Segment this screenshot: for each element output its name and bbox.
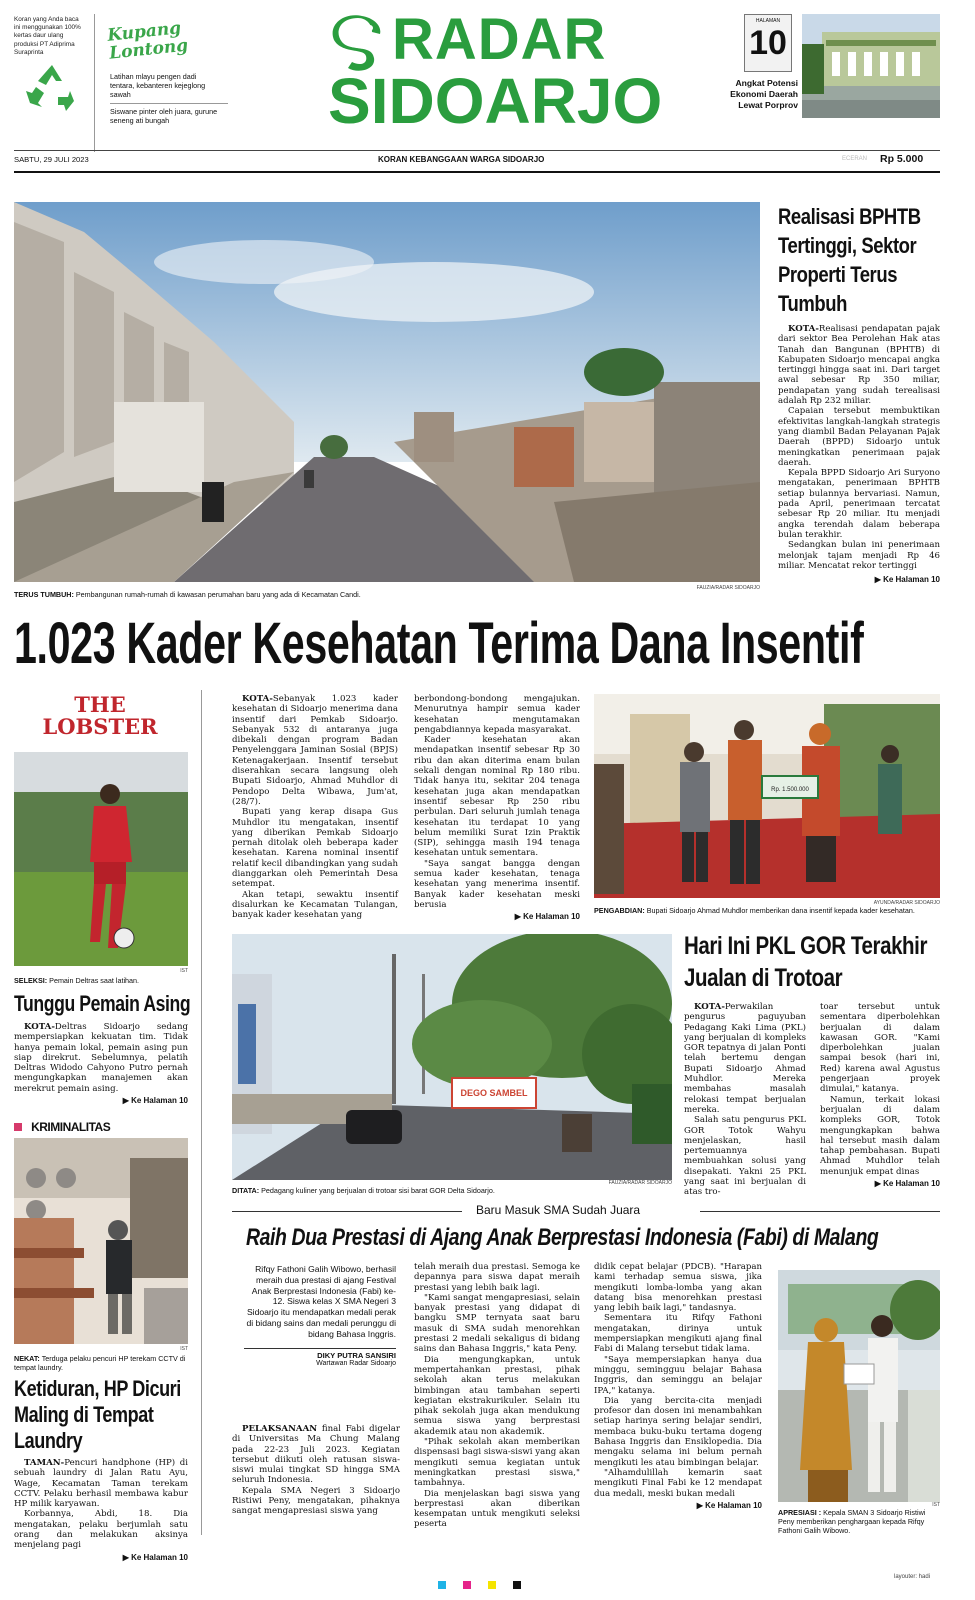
lobster-title-2: LOBSTER — [42, 714, 158, 739]
black-mark — [513, 1581, 521, 1589]
main-p4: berbondong-bondong mengajukan. Menurutnya hampir semua kader kesehatan mengutamakan pengabdiannya kepada masyarakat. — [414, 694, 580, 735]
kriminal-body — [14, 1458, 188, 1551]
layouter-credit: layouter: hadi — [894, 1574, 931, 1580]
fabi-c2c: Dia mengungkapkan, untuk mempertahankan prestasi, pihak sekolah akan terus melakukan bimbingan atau tambahan seperti kegiatan ekstrakurikuler. Selain itu pihak sekolah juga akan mendukung semua siswa yang berprestasi akademik atau non akademik. — [414, 1354, 580, 1437]
pkl-p1-text: Perwakilan pengurus paguyuban Pedagang Kaki Lima (PKL) yang berjualan di kompleks GOR tepatnya di jalan Ponti telah bertemu dengan Bupati Sidoarjo Ahmad Muhdlor. Mereka membahas masalah relokasi tempat berjualan mereka. — [684, 1002, 806, 1115]
fabi-c2b: "Kami sangat mengapresiasi, selain banyak prestasi yang didapat di bangku SMP ternyata saat baru masuk di SMA sudah menorehkan prestasi 2 medali sekaligus di bidang sains dan Bahasa Inggris," kata Peny. — [414, 1292, 580, 1355]
fabi-jump-link[interactable]: ▶ Ke Halaman 10 — [696, 1500, 762, 1510]
bphtb-p1 — [778, 324, 940, 406]
fabi-c1a-text: final Fabi digelar di Universitas Ma Chung Malang pada 22-23 Juli 2023. Kegiatan tersebut diikuti oleh ratusan siswa-siswi mulai tingkat SD hingga SMA seluruh Indonesia. — [232, 1424, 400, 1486]
fabi-kw: PELAKSANAAN — [242, 1424, 318, 1434]
fabi-col-1 — [232, 1424, 400, 1517]
fabi-lead: Rifqy Fathoni Galih Wibowo, berhasil meraih dua prestasi di ajang Festival Anak Berprestasi Indonesia (Fabi) ke-12. Siswa kelas X SMA Negeri 3 Sidoarjo itu mendapatkan medali perak di bidang sains dan medali perunggu di bidang Bahasa Inggris. — [246, 1264, 396, 1339]
promo-text[interactable]: Angkat Potensi Ekonomi Daerah Lewat Porprov — [730, 78, 798, 110]
main-headline-wrap — [14, 612, 944, 682]
cctv-laundry-image — [14, 1138, 188, 1344]
fabi-jump-text: Ke Halaman 10 — [705, 1500, 762, 1510]
main-jump-text: Ke Halaman 10 — [523, 912, 580, 922]
pkl-credit: FAUZIA/RADAR SIDOARJO — [608, 1180, 672, 1186]
pkl-p1 — [684, 1002, 806, 1115]
left-column-divider — [201, 690, 202, 1535]
cctv-photo[interactable] — [14, 1138, 188, 1344]
main-p3: Akan tetapi, sewaktu insentif disalurkan ke Kecamatan Tulangan, banyak kader kesehatan yang — [232, 889, 398, 921]
apresiasi-award-image — [778, 1270, 940, 1502]
kriminal-jump-text: Ke Halaman 10 — [131, 1552, 188, 1562]
fabi-c2a: telah meraih dua prestasi. Semoga ke depannya para siswa dapat meraih prestasi yang lebih baik lagi. — [414, 1262, 580, 1293]
pkl-street-image — [232, 934, 672, 1180]
kriminal-section-label — [14, 1116, 110, 1135]
yellow-mark — [488, 1581, 496, 1589]
halaman-box[interactable] — [744, 14, 792, 72]
cctv-credit: IST — [180, 1346, 188, 1352]
lobster-headline[interactable]: Tunggu Pemain Asing — [14, 991, 191, 1016]
bphtb-jump-text: Ke Halaman 10 — [883, 575, 940, 585]
lobster-body — [14, 1022, 188, 1094]
bphtb-jump-link[interactable]: ▶ Ke Halaman 10 — [874, 575, 940, 585]
fabi-c3e: "Alhamdulillah kemarin saat mengikuti Final Fabi ke 12 mendapat dua medali, meski bukan medali — [594, 1467, 762, 1499]
caption-keyword: TERUS TUMBUH: — [14, 590, 74, 599]
pkl-p4: Namun, terkait lokasi berjualan di dalam kompleks GOR, Totok mengungkapkan bahwa hal tersebut masih dalam tahap pembahasan. Bupati Ahmad Muhdlor telah menunjuk empat dinas — [820, 1094, 940, 1177]
fabi-c3d: Dia yang bercita-cita menjadi profesor dan dosen ini menambahkan setiap harinya sering belajar sendiri, membaca buku-buku tertama dogeng Bahasa Inggris dan Ensiklopedia. Dia mengaku selama ini belum pernah mengikuti les atau bimbingan belajar. — [594, 1395, 762, 1468]
insentif-caption-text: Bupati Sidoarjo Ahmad Muhdlor memberikan dana insentif kepada kader kesehatan. — [644, 906, 915, 915]
football-player-image — [14, 752, 188, 966]
insentif-caption — [594, 906, 940, 915]
lobster-jump-link[interactable]: ▶ Ke Halaman 10 — [122, 1096, 188, 1106]
kupang-lontong-text: Kupang Lontong — [106, 18, 190, 64]
kriminal-headline[interactable]: Ketiduran, HP Dicuri Maling di Tempat Laundry — [14, 1376, 181, 1453]
lobster-p1 — [14, 1022, 188, 1094]
eceran-label: ECERAN — [842, 156, 868, 162]
tagline: KORAN KEBANGGAAN WARGA SIDOARJO — [378, 155, 545, 164]
main-p1-text: Sebanyak 1.023 kader kesehatan di Sidoarjo menerima dana insentif dari Pemkab Sidoarjo. Sebanyak 532 di antaranya juga dibekali dengan program Badan Penyelenggara Jaminan Sosial (BPJS) Ketenagakerjaan. Insentif tersebut diserahkan secara langsung oleh Bupati Sidoarjo, Ahmad Muhdlor di Pendopo Delta Wibawa, Jum'at, (28/7). — [232, 694, 398, 807]
kriminal-p2: Korbannya, Abdi, 18. Dia mengatakan, pelaku berjumlah satu orang dan melakukan aksinya menjelang pagi — [14, 1509, 188, 1551]
lobster-jump-text: Ke Halaman 10 — [131, 1096, 188, 1106]
pkl-headline-wrap — [684, 930, 940, 994]
kriminal-p1 — [14, 1458, 188, 1509]
caption-text: Pembangunan rumah-rumah di kawasan perumahan baru yang ada di Kecamatan Candi. — [73, 590, 361, 599]
pkl-p2: Salah satu pengurus PKL GOR Totok Wahyu menjelaskan, hasil pertemuannya membuahkan solusi yang disepakati. Yakni 25 PKL yang saat ini berjualan di atas tro- — [684, 1115, 806, 1198]
main-col-1 — [232, 694, 398, 921]
date-line: SABTU, 29 JULI 2023 — [14, 155, 89, 164]
logo-sidoarjo: SIDOARJO — [328, 65, 663, 137]
bphtb-article — [778, 202, 940, 584]
apresiasi-caption — [778, 1508, 940, 1535]
insentif-caption-kw: PENGABDIAN: — [594, 906, 645, 915]
housing-photo-credit: FAUZIA/RADAR SIDOARJO — [696, 585, 760, 591]
pkl-photo[interactable] — [232, 934, 672, 1180]
cheque-text: Rp. 1.500.000 — [771, 787, 809, 793]
pkl-col-2 — [820, 1002, 940, 1189]
recycle-icon — [24, 63, 80, 113]
pkl-col-1 — [684, 1002, 806, 1198]
lobster-caption-kw: SELEKSI: — [14, 976, 48, 985]
lobster-p1-text: Deltras Sidoarjo sedang mempersiapkan kekuatan tim. Tidak hanya pemain lokal, pemain asing pun siap direkrut. Sebelumnya, pelatih Deltras Widodo Cahyono Putro pernah mengungkapkan manajemen akan merekrut pemain asing. — [14, 1022, 188, 1094]
housing-construction-image — [14, 202, 760, 582]
kriminal-jump-link[interactable]: ▶ Ke Halaman 10 — [122, 1552, 188, 1562]
pkl-headline[interactable]: Hari Ini PKL GOR Terakhir Jualan di Trotoar — [684, 932, 928, 992]
fabi-c3b: Sementara itu Rifqy Fathoni mengatakan, dirinya untuk mempersiapkan mengikuti ajang final Fabi di Malang tersebut tidak lama. — [594, 1313, 762, 1355]
fabi-lead-block — [244, 1264, 396, 1367]
apresiasi-caption-kw: APRESIASI : — [778, 1508, 822, 1517]
fabi-c1a — [232, 1424, 400, 1486]
teaser-1[interactable]: Latihan mlayu pengen dadi tentara, kebanteren kejeglong sawah — [110, 72, 206, 99]
fabi-byline-role: Wartawan Radar Sidoarjo — [316, 1359, 396, 1367]
halaman-label: HALAMAN — [755, 18, 781, 24]
pkl-jump-text: Ke Halaman 10 — [883, 1179, 940, 1189]
print-registration-marks — [438, 1574, 521, 1593]
insentif-ceremony-image — [594, 694, 940, 898]
lobster-credit: IST — [180, 968, 188, 974]
football-photo[interactable] — [14, 752, 188, 966]
kriminal-article — [14, 1376, 188, 1562]
promo-photo[interactable] — [802, 14, 940, 118]
fabi-c2d: "Pihak sekolah akan memberikan dispensasi bagi siswa-siswi yang akan mengikuti semua kegiatan untuk meningkatkan prestasi siswa," tambahnya. — [414, 1437, 580, 1489]
recycle-note — [14, 16, 86, 113]
insentif-credit: AYUNDA/RADAR SIDOARJO — [873, 900, 940, 906]
pkl-jump-link[interactable]: ▶ Ke Halaman 10 — [874, 1179, 940, 1189]
masthead-divider-left — [94, 14, 95, 152]
cyan-mark — [438, 1581, 446, 1589]
teaser-2[interactable]: Siswane pinter oleh juara, gurune seneng ati bungah — [110, 107, 218, 125]
cctv-caption-kw: NEKAT: — [14, 1354, 40, 1363]
main-headline[interactable]: 1.023 Kader Kesehatan Terima Dana Insentif — [14, 612, 864, 676]
bphtb-p3: Kepala BPPD Sidoarjo Ari Suryono mengatakan, penerimaan BPHTB setiap bulannya bervariasi. Namun, pada April, penerimaan tercatat sebesar Rp 20 miliar. Itu menjadi angka terendah dalam beberapa bulan terakhir. — [778, 468, 940, 540]
fabi-col-3 — [594, 1262, 762, 1511]
insentif-photo[interactable] — [594, 694, 940, 898]
lobster-logo — [14, 694, 186, 738]
fabi-kicker: Baru Masuk SMA Sudah Juara — [476, 1203, 641, 1217]
recycle-note-text: Koran yang Anda baca ini menggunakan 100% kertas daur ulang produksi PT Adiprima Suraprinta — [14, 16, 81, 56]
pkl-caption-kw: DITATA: — [232, 1186, 260, 1195]
apresiasi-credit: IST — [932, 1502, 940, 1508]
kriminal-kw: TAMAN- — [24, 1458, 65, 1468]
bphtb-p1-text: Realisasi pendapatan pajak dari sektor Bea Perolehan Hak atas Tanah dan Bangunan (BPHTB) di Kabupaten Sidoarjo mencapai angka tertinggi hingga saat ini. Dari target awal sebesar Rp 350 miliar, pendapatan yang sudah terealisasi adalah Rp 232 miliar. — [778, 324, 940, 407]
fabi-headline-wrap — [232, 1222, 940, 1254]
fabi-c3c: "Saya mempersiapkan hanya dua minggu, semingguu belajar Bahasa Inggris, dan seminggu an belajar IPA," katanya. — [594, 1354, 762, 1396]
cctv-caption — [14, 1354, 188, 1372]
main-p5: Kader kesehatan akan mendapatkan insentif sebesar Rp 30 ribu dan akan diterima enam bulan sekali dengan nominal Rp 180 ribu. Tidak hanya itu, sekitar 204 tenaga kesehatan juga akan mendapatkan insentif sebesar Rp 250 ribu perbulan. Dari seluruh jumlah tenaga kesehatan itu terdapat 10 yang belum memiliki Surat Izin Praktik (SIP), sehingga masih 194 tenaga kesehatan untuk sementara. — [414, 735, 580, 859]
lobster-title-1: THE — [74, 692, 126, 717]
fabi-col-2 — [414, 1262, 580, 1530]
main-col-2 — [414, 694, 580, 923]
main-p1 — [232, 694, 398, 807]
bphtb-headline[interactable]: Realisasi BPHTB Tertinggi, Sektor Properti Terus Tumbuh — [778, 204, 921, 316]
fabi-c3a: didik cepat belajar (PDCB). "Harapan kami terhadap semua siswa, jika mengikuti lomba-lomba yang akan datang bisa menorehkan prestasi yang lebih baik lagi," tandasnya. — [594, 1262, 762, 1314]
fabi-byline-rule — [244, 1348, 396, 1349]
lobster-caption-text: Pemain Deltras saat latihan. — [47, 976, 140, 985]
magenta-mark — [463, 1581, 471, 1589]
cctv-caption-text: Terduga pelaku pencuri HP terekam CCTV di tempat laundry. — [14, 1354, 186, 1372]
pkl-p3: toar tersebut untuk sementara diperbolehkan berjualan di dalam kawasan GOR. "Kami diperbolehkan jualan sampai besok (hari ini, Red) karena awal Agustus pengerjaan proyek dimulai," katanya. — [820, 1002, 940, 1095]
kriminal-p1-text: Pencuri handphone (HP) di sebuah laundry di Jalan Ratu Ayu, Wage, Kecamatan Taman terekam CCTV. Pelaku berhasil membawa kabur HP milik karyawan. — [14, 1458, 188, 1510]
pkl-kw: KOTA- — [694, 1002, 725, 1012]
main-p6: "Saya sangat bangga dengan semua kader kesehatan, tenaga kesehatan yang menerima insentif. Banyak kader kesehatan meski berusia — [414, 858, 580, 910]
fabi-c2e: Dia menjelaskan bagi siswa yang berprestasi akan diberikan kesempatan untuk mengikuti seleksi peserta — [414, 1488, 580, 1530]
stadium-photo — [802, 14, 940, 118]
apresiasi-photo[interactable] — [778, 1270, 940, 1502]
price: Rp 5.000 — [880, 153, 924, 165]
pkl-caption — [232, 1186, 672, 1195]
lobster-caption — [14, 976, 186, 985]
bphtb-body — [778, 324, 940, 571]
bphtb-p4: Sedangkan bulan ini penerimaan melonjak tajam menjadi Rp 46 miliar. Mencatat rekor tertinggi — [778, 540, 940, 571]
fabi-kicker-rule-right — [700, 1211, 940, 1212]
section-marker-icon — [14, 1123, 22, 1131]
pkl-banner-text: DEGO SAMBEL — [460, 1088, 528, 1098]
lobster-article — [14, 990, 191, 1106]
pkl-caption-text: Pedagang kuliner yang berjualan di trotoar sisi barat GOR Delta Sidoarjo. — [259, 1186, 495, 1195]
housing-photo-caption — [14, 590, 634, 599]
logo-radar: RADAR — [392, 7, 607, 72]
fabi-c1b: Kepala SMA Negeri 3 Sidoarjo Ristiwi Peny, mengatakan, pihaknya sangat mengapresiasi siswa yang — [232, 1485, 400, 1517]
halaman-number: 10 — [749, 24, 787, 62]
fabi-kicker-rule-left — [232, 1211, 462, 1212]
masthead-top-rule — [14, 150, 940, 151]
teaser-divider — [110, 103, 228, 104]
main-p2: Bupati yang kerap disapa Gus Muhdlor itu mengatakan, insentif yang diberikan Pemkab Sidoarjo pernah ditolak oleh beberapa kader kesehatan. Karena nominal insentif relatif kecil dibandingkan yang sudah dianggarkan oleh Pemerintah Desa setempat. — [232, 807, 398, 890]
bphtb-p2: Capaian tersebut membuktikan efektivitas langkah-langkah strategis yang diambil Badan Pelayanan Pajak Daerah (BPPD) Sidoarjo untuk meningkatkan penerimaan pajak daerah. — [778, 406, 940, 468]
bphtb-kw: KOTA- — [788, 324, 819, 334]
kupang-lontong-logo — [106, 18, 238, 64]
main-jump-link[interactable]: ▶ Ke Halaman 10 — [514, 912, 580, 922]
fabi-byline: DIKY PUTRA SANSIRI — [317, 1350, 396, 1360]
housing-photo[interactable] — [14, 202, 760, 582]
kriminal-section-text: KRIMINALITAS — [31, 1120, 111, 1134]
radar-sidoarjo-logo[interactable] — [326, 7, 663, 142]
fabi-headline[interactable]: Raih Dua Prestasi di Ajang Anak Berprestasi Indonesia (Fabi) di Malang — [246, 1224, 879, 1251]
main-kw: KOTA- — [242, 694, 273, 704]
lobster-kw: KOTA- — [24, 1022, 55, 1032]
masthead-bottom-rule — [14, 171, 940, 173]
apresiasi-caption-text: Kepala SMAN 3 Sidoarjo Ristiwi Peny memberikan penghargaan kepada Rifqy Fathoni Galih Wibowo. — [778, 1508, 926, 1535]
